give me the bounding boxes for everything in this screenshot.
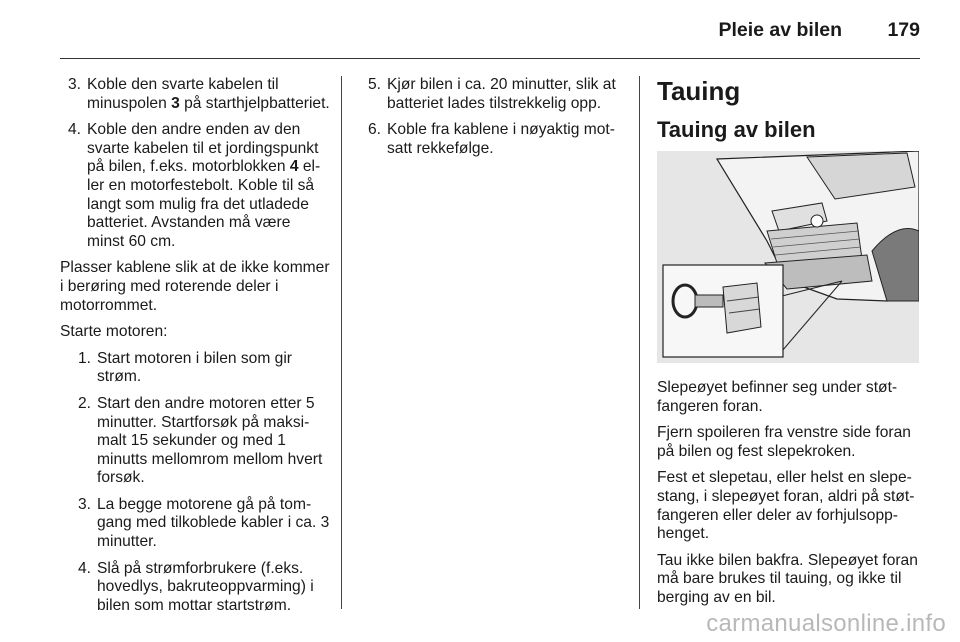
column-divider xyxy=(341,76,342,609)
paragraph: Fjern spoileren fra venstre side foran på bilen og fest slepekroken. xyxy=(657,424,911,460)
list-item: 4. Koble den andre enden av den svarte kabelen til et jordingspunkt på bilen, f.eks. motorblokken 4 eller en motorfestebolt. Koble til så langt som mulig fra det utladede batteriet. Avstanden må være minst 60 cm. xyxy=(67,121,321,250)
column-3 xyxy=(657,76,923,616)
jump-start-steps-b xyxy=(70,350,330,616)
paragraph: Fest et slepetau, eller helst en slepestang, i slepeøyet foran, aldri på støtfangeren eller deler av forhjulsopphenget. xyxy=(657,469,915,543)
ref-number: 3 xyxy=(171,94,180,112)
list-item: 3. La begge motorene gå på tomgang med tilkoblede kabler i ca. 3 minutter. xyxy=(77,495,330,551)
list-item: 6. Koble fra kablene i nøyaktig motsatt rekkefølge. xyxy=(367,121,615,157)
column-2 xyxy=(360,76,628,166)
list-item: 5. Kjør bilen i ca. 20 minutter, slik at batteriet lades tilstrekkelig opp. xyxy=(367,76,616,112)
car-front-drawing xyxy=(657,151,919,363)
paragraph: Starte motoren: xyxy=(60,323,168,341)
heading-towing: Tauing xyxy=(657,76,741,106)
list-item: 3. Koble den svarte kabelen til minuspolen 3 på starthjelpbatteriet. xyxy=(67,76,330,112)
paragraph: Tau ikke bilen bakfra. Slepeøyet foran må bare brukes til tauing, og ikke til berging av en bil. xyxy=(657,551,918,606)
jump-start-steps-c xyxy=(360,76,628,158)
column-1 xyxy=(60,76,330,623)
ref-number: 4 xyxy=(289,158,299,176)
paragraph: Plasser kablene slik at de ikke kommer i berøring med roterende deler i motorrommet. xyxy=(60,259,330,314)
list-item: 4. Slå på strømforbrukere (f.eks. hovedlys, bakruteoppvarming) i bilen som mottar startstrøm. xyxy=(77,559,314,614)
jump-start-steps-a xyxy=(60,76,330,251)
subheading-towing-car: Tauing av bilen xyxy=(657,117,816,142)
towing-eye-illustration xyxy=(657,151,919,363)
column-divider xyxy=(639,76,640,609)
list-item: 1. Start motoren i bilen som gir strøm. xyxy=(77,349,292,386)
page-header xyxy=(60,0,920,59)
watermark: carmanualsonline.info xyxy=(706,610,946,637)
paragraph: Slepeøyet befinner seg under støtfangeren foran. xyxy=(657,379,898,415)
section-title: Pleie av bilen xyxy=(718,19,842,41)
page-number: 179 xyxy=(887,19,920,41)
list-item: 2. Start den andre motoren etter 5 minutter. Startforsøk på maksimalt 15 sekunder og med 1 minutts mellomrom mellom hvert forsøk. xyxy=(77,394,323,487)
